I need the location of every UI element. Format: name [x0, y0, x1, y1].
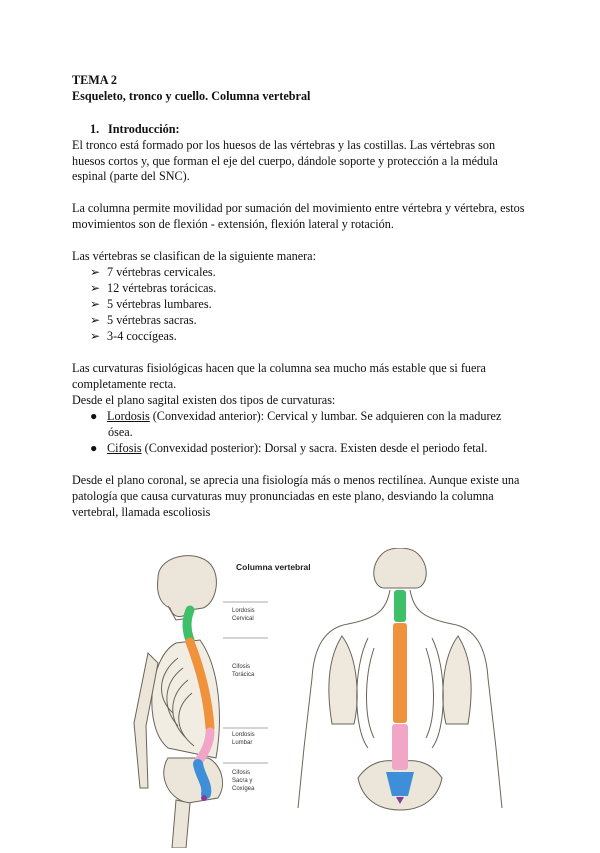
tema-heading: TEMA 2: [72, 73, 118, 87]
paragraph-line: Las vértebras se clasifican de la siguiente manera:: [72, 249, 316, 263]
coccyx-segment: [201, 795, 207, 801]
figure-title: Columna vertebral: [236, 562, 311, 572]
list-item-text: 5 vértebras sacras.: [107, 313, 197, 327]
posterior-thoracic: [393, 623, 407, 723]
paragraph-line: movimientos son de flexión - extensión, flexión lateral y rotación.: [72, 217, 394, 231]
label-lordosis-cervical: Lordosis: [232, 608, 255, 614]
label-cifosis-sacra-3: Coxígea: [232, 786, 255, 792]
paragraph-line: huesos cortos y, que forman el eje del cuerpo, dándole soporte y protección a la médula: [72, 154, 498, 168]
list-item-text: 7 vértebras cervicales.: [107, 265, 216, 279]
spine-figure: [128, 548, 508, 848]
label-cifosis-toracica: Cifosis: [232, 664, 251, 670]
list-item: [90, 264, 216, 280]
list-item-text: (Convexidad posterior): Dorsal y sacra. Existen desde el periodo fetal.: [141, 441, 488, 455]
list-item: [90, 440, 487, 456]
list-item: [90, 328, 177, 344]
label-lordosis-cervical-2: Cervical: [232, 616, 254, 622]
label-lordosis-lumbar-2: Lumbar: [232, 740, 253, 746]
paragraph-line: Desde el plano sagital existen dos tipos de curvaturas:: [72, 393, 336, 407]
bullet-icon: ●: [90, 409, 98, 423]
skull-back-icon: [374, 548, 426, 588]
paragraph-line: La columna permite movilidad por sumación del movimiento entre vértebra y vértebra, estos: [72, 201, 525, 215]
posterior-cervical: [394, 590, 406, 622]
paragraph-line: completamente recta.: [72, 377, 177, 391]
arrow-marker-icon: ➢: [90, 265, 101, 279]
arrow-marker-icon: ➢: [90, 313, 101, 327]
document-subtitle: Esqueleto, tronco y cuello. Columna vertebral: [72, 89, 311, 103]
list-item-text: (Convexidad anterior): Cervical y lumbar. Se adquieren con la madurez: [149, 409, 502, 423]
paragraph-line: Las curvaturas fisiológicas hacen que la columna sea mucho más estable que si fuera: [72, 361, 486, 375]
paragraph-line: vertebral, llamada escoliosis: [72, 505, 211, 519]
list-item-continuation: ósea.: [108, 425, 133, 439]
list-item: [90, 296, 212, 312]
arrow-marker-icon: ➢: [90, 329, 101, 343]
list-item-text: 12 vértebras torácicas.: [107, 281, 217, 295]
paragraph-line: patología que causa curvaturas muy pronunciadas en este plano, desviando la columna: [72, 489, 494, 503]
label-cifosis-sacra-2: Sacra y: [232, 778, 253, 784]
list-item: [90, 408, 501, 424]
list-item-text: 3-4 coccígeas.: [107, 329, 177, 343]
cervical-segment: [187, 610, 190, 640]
spine-illustration: [128, 548, 508, 848]
label-cifosis-toracica-2: Torácica: [232, 672, 255, 678]
list-item: [90, 312, 197, 328]
paragraph-line: El tronco está formado por los huesos de las vértebras y las costillas. Las vértebras son: [72, 138, 496, 152]
arrow-marker-icon: ➢: [90, 281, 101, 295]
term-cifosis: Cifosis: [107, 441, 142, 455]
label-cifosis-sacra: Cifosis: [232, 770, 251, 776]
term-lordosis: Lordosis: [107, 409, 150, 423]
section-number: 1.: [90, 122, 100, 136]
posterior-lumbar: [392, 724, 408, 770]
list-item: [90, 280, 216, 296]
paragraph-line: espinal (parte del SNC).: [72, 169, 190, 183]
list-item-text: 5 vértebras lumbares.: [107, 297, 212, 311]
bullet-icon: ●: [90, 441, 98, 455]
section-title: Introducción:: [108, 122, 180, 136]
right-scapula-icon: [443, 636, 471, 724]
left-scapula-icon: [329, 636, 357, 724]
label-lordosis-lumbar: Lordosis: [232, 732, 255, 738]
paragraph-line: Desde el plano coronal, se aprecia una fisiología más o menos rectilínea. Aunque existe una: [72, 473, 520, 487]
arrow-marker-icon: ➢: [90, 297, 101, 311]
